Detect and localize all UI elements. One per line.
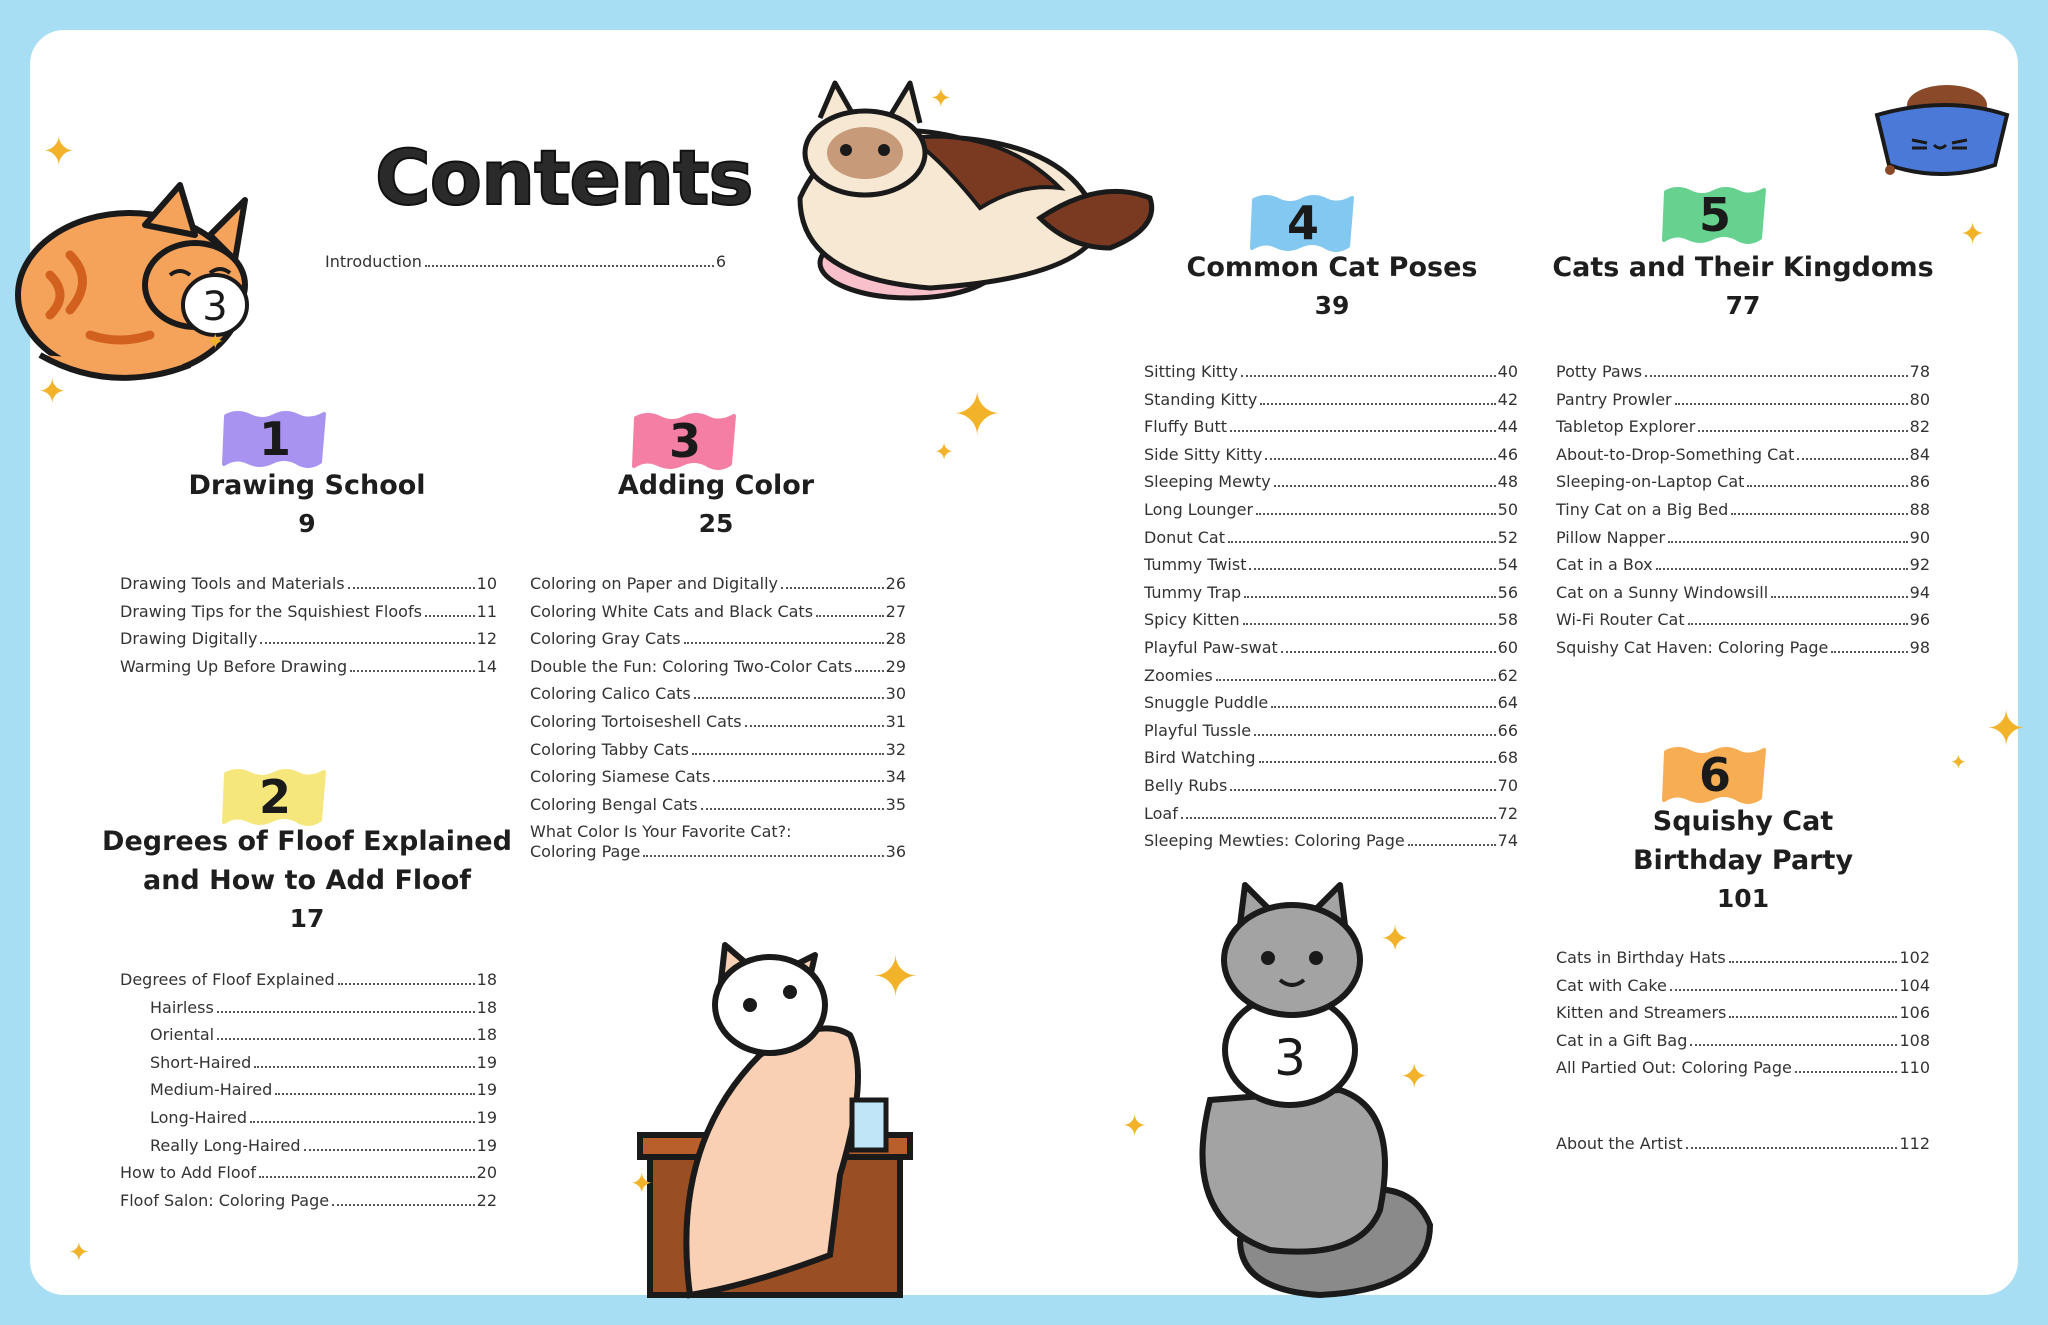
entry-label: Warming Up Before Drawing [120, 656, 348, 676]
leader-dots [684, 642, 884, 644]
contents-page [30, 30, 2027, 1295]
entry-label: Medium-Haired [150, 1080, 273, 1100]
chapter-title: and How to Add Floof [142, 865, 471, 896]
entry-page: 102 [1899, 948, 1930, 967]
entry-page: 96 [1909, 610, 1930, 630]
chapter-start-page: 25 [698, 509, 734, 538]
entry-label: Tummy Twist [1144, 555, 1247, 575]
leader-dots [745, 725, 884, 727]
toc-entry [1144, 417, 1518, 437]
entry-page: 52 [1497, 527, 1518, 547]
leader-dots [259, 1176, 475, 1178]
entry-page: 62 [1497, 665, 1518, 685]
sparkle-icon: ✦ [68, 1238, 90, 1268]
leader-dots [701, 808, 884, 810]
leader-dots [1698, 430, 1907, 432]
toc-entry [530, 767, 906, 787]
intro-entry [325, 252, 726, 272]
leader-dots [1797, 458, 1907, 460]
toc-entry [1556, 500, 1930, 520]
chapter-title: Birthday Party [1632, 845, 1854, 876]
entry-label: About the Artist [1556, 1134, 1683, 1153]
entry-label: Double the Fun: Coloring Two-Color Cats [530, 656, 853, 676]
leader-dots [1645, 375, 1908, 377]
toc-entry [1144, 721, 1518, 741]
entry-page: 74 [1497, 831, 1518, 851]
toc-entry [1556, 390, 1930, 410]
entry-page: 27 [885, 601, 906, 621]
entry-page: 10 [476, 574, 497, 593]
sparkle-icon: ✦ [630, 1167, 654, 1200]
entry-label: Playful Tussle [1144, 720, 1252, 740]
toc-entry [1144, 472, 1518, 492]
leader-dots [1281, 651, 1496, 653]
entry-page: 82 [1909, 417, 1930, 437]
chapter-start-page: 39 [1314, 291, 1350, 320]
entry-page: 50 [1497, 500, 1518, 519]
chapter-heading [466, 466, 966, 543]
entry-label: Cat in a Box [1556, 555, 1653, 575]
sparkle-icon: ✦ [206, 330, 225, 355]
entry-label: Belly Rubs [1144, 776, 1228, 795]
toc-entry [530, 657, 906, 677]
leader-dots [1668, 541, 1908, 543]
entry-label: Short-Haired [150, 1052, 252, 1072]
entry-label: Cat in a Gift Bag [1556, 1030, 1688, 1050]
toc-entry [1144, 831, 1518, 851]
toc-entry [1556, 948, 1930, 968]
entry-label: Tabletop Explorer [1556, 417, 1696, 437]
entry-page: 12 [476, 629, 497, 649]
toc-entry [1144, 390, 1518, 410]
entry-label: Long-Haired [150, 1108, 247, 1127]
toc-entry [530, 602, 906, 622]
entry-label: Standing Kitty [1144, 389, 1258, 409]
entry-label: Really Long-Haired [150, 1135, 301, 1155]
entry-label: Coloring on Paper and Digitally [530, 574, 779, 593]
leader-dots [1675, 403, 1908, 405]
leader-dots [1241, 375, 1496, 377]
leader-dots [1690, 1044, 1897, 1046]
leader-dots [217, 1011, 475, 1013]
chapter-title: Squishy Cat [1652, 806, 1834, 837]
toc-entry [120, 602, 497, 622]
leader-dots [1274, 485, 1496, 487]
entry-page: 56 [1497, 582, 1518, 602]
entry-page: 19 [476, 1052, 497, 1072]
chapter-number: 2 [258, 770, 291, 824]
leader-dots [816, 615, 884, 617]
leader-dots [217, 1038, 475, 1040]
toc-entry [150, 1136, 497, 1156]
leader-dots [1265, 458, 1495, 460]
leader-dots [1254, 734, 1496, 736]
entry-page: 46 [1497, 444, 1518, 464]
leader-dots [692, 753, 884, 755]
entry-label: Squishy Cat Haven: Coloring Page [1556, 638, 1829, 657]
entry-page: 20 [476, 1163, 497, 1183]
entry-page: 68 [1497, 748, 1518, 768]
toc-entry [150, 1025, 497, 1045]
toc-entry [1556, 583, 1930, 603]
entry-label: Coloring Calico Cats [530, 684, 691, 704]
toc-entry [150, 998, 497, 1018]
entry-page: 34 [885, 767, 906, 787]
entry-label: Fluffy Butt [1144, 417, 1228, 437]
entry-page: 26 [885, 574, 906, 593]
chapter-title: Cats and Their Kingdoms [1552, 252, 1934, 283]
entry-page: 78 [1909, 362, 1930, 381]
toc-entry [530, 574, 906, 594]
leader-dots [1656, 568, 1908, 570]
chapter-number: 5 [1698, 188, 1731, 242]
toc-entry [150, 1080, 497, 1100]
entry-page: 48 [1497, 472, 1518, 492]
chapter-number: 3 [668, 414, 701, 468]
sparkle-icon: ✦ [1960, 217, 1986, 252]
chapter-number-ribbon [1660, 742, 1770, 808]
chapter-title: Drawing School [188, 470, 426, 501]
entry-label: How to Add Floof [120, 1163, 257, 1183]
leader-dots [1731, 513, 1907, 515]
entry-page: 18 [476, 970, 497, 989]
toc-entry [1556, 976, 1930, 996]
entry-page: 90 [1909, 527, 1930, 547]
entry-label: Bird Watching [1144, 748, 1256, 768]
toc-entry [1144, 528, 1518, 548]
entry-page: 84 [1909, 444, 1930, 464]
entry-label: Tummy Trap [1144, 582, 1242, 602]
leader-dots [1259, 761, 1496, 763]
sparkle-icon: ✦ [38, 372, 67, 412]
entry-page: 14 [476, 656, 497, 676]
orange-tabby-cat-illustration [10, 165, 260, 390]
entry-label: Pantry Prowler [1556, 389, 1672, 409]
entry-page: 66 [1497, 720, 1518, 740]
entry-page: 98 [1909, 638, 1930, 657]
entry-label: Floof Salon: Coloring Page [120, 1190, 330, 1210]
toc-entry [120, 629, 497, 649]
entry-page: 86 [1909, 472, 1930, 492]
toc-entry [1556, 555, 1930, 575]
entry-label: Drawing Tips for the Squishiest Floofs [120, 601, 422, 621]
sparkle-icon: ✦ [1380, 919, 1411, 960]
entry-label: Cat with Cake [1556, 975, 1667, 995]
leader-dots [1244, 596, 1495, 598]
entry-page: 104 [1899, 975, 1930, 995]
leader-dots [1249, 568, 1495, 570]
entry-label: Coloring Tortoiseshell Cats [530, 712, 742, 731]
entry-page: 36 [885, 842, 906, 862]
chapter-number-ribbon [1248, 190, 1358, 256]
toc-entry [120, 1191, 497, 1211]
leader-dots [275, 1093, 474, 1095]
leader-dots [425, 265, 714, 267]
toc-entry [1556, 610, 1930, 630]
chapter-title: Degrees of Floof Explained [102, 826, 512, 857]
toc-entry [1144, 610, 1518, 630]
toc-entry [530, 795, 906, 815]
entry-page: 31 [885, 712, 906, 731]
entry-label: Side Sitty Kitty [1144, 444, 1263, 464]
leader-dots [1670, 989, 1898, 991]
leader-dots [1243, 623, 1496, 625]
entry-label: Hairless [150, 997, 214, 1017]
entry-page: 19 [476, 1135, 497, 1155]
entry-label: Coloring Bengal Cats [530, 794, 698, 814]
chapter-number-ribbon [630, 408, 740, 474]
toc-entry [1144, 555, 1518, 575]
entry-label: Spicy Kitten [1144, 610, 1240, 630]
entry-page: 110 [1899, 1058, 1930, 1078]
entry-page: 11 [476, 601, 497, 621]
entry-label: Long Lounger [1144, 500, 1254, 519]
entry-page: 92 [1909, 555, 1930, 575]
sparkle-icon: ✦ [1950, 750, 1967, 774]
toc-entry [1556, 362, 1930, 382]
leader-dots [254, 1066, 474, 1068]
entry-label: Tiny Cat on a Big Bed [1556, 500, 1729, 519]
chapter-start-page: 17 [289, 904, 325, 933]
entry-label: All Partied Out: Coloring Page [1556, 1058, 1792, 1078]
toc-entry [530, 712, 906, 732]
chapter-heading [1493, 248, 1993, 325]
entry-page: 29 [885, 656, 906, 676]
toc-entry [530, 629, 906, 649]
entry-label: Zoomies [1144, 665, 1213, 685]
sparkle-icon: ✦ [872, 945, 919, 1010]
entry-page: 60 [1497, 638, 1518, 657]
leader-dots [1230, 789, 1495, 791]
toc-entry [1556, 1058, 1930, 1078]
sparkle-icon: ✦ [42, 129, 76, 175]
entry-label: Kitten and Streamers [1556, 1003, 1727, 1023]
toc-entry [1556, 528, 1930, 548]
toc-entry [530, 822, 906, 842]
toc-entry [1144, 804, 1518, 824]
sparkle-icon: ✦ [1986, 701, 2027, 757]
entry-page: 19 [476, 1080, 497, 1100]
entry-label: Coloring Page [530, 842, 641, 862]
leader-dots [425, 615, 475, 617]
entry-page: 40 [1497, 362, 1518, 381]
entry-page: 44 [1497, 417, 1518, 437]
entry-label: Playful Paw-swat [1144, 638, 1278, 657]
entry-page: 58 [1497, 610, 1518, 630]
entry-page: 94 [1909, 582, 1930, 602]
entry-label: About-to-Drop-Something Cat [1556, 444, 1795, 464]
chapter-start-page: 9 [298, 509, 316, 538]
entry-label: Sleeping-on-Laptop Cat [1556, 472, 1745, 492]
toc-entry [1144, 362, 1518, 382]
entry-page: 6 [715, 252, 726, 271]
leader-dots [855, 670, 883, 672]
leader-dots [643, 855, 883, 857]
chapter-number: 4 [1286, 196, 1319, 250]
toc-entry [1556, 445, 1930, 465]
entry-page: 19 [476, 1108, 497, 1127]
leader-dots [1729, 961, 1898, 963]
entry-label: Pillow Napper [1556, 527, 1666, 547]
entry-label: Potty Paws [1556, 362, 1643, 381]
toc-entry [1144, 776, 1518, 796]
leader-dots [1216, 679, 1496, 681]
entry-page: 72 [1497, 803, 1518, 823]
leader-dots [1795, 1071, 1898, 1073]
leader-dots [1181, 817, 1496, 819]
sparkle-icon: ✦ [1122, 1109, 1148, 1144]
chapter-number-ribbon [1660, 182, 1770, 248]
toc-entry [120, 657, 497, 677]
entry-page: 88 [1909, 500, 1930, 519]
entry-label: Donut Cat [1144, 527, 1225, 547]
toc-entry [530, 740, 906, 760]
chapter-title: Adding Color [617, 470, 815, 501]
entry-page: 35 [885, 794, 906, 814]
leader-dots [338, 983, 475, 985]
leader-dots [1729, 1016, 1897, 1018]
toc-entry [120, 1163, 497, 1183]
entry-page: 64 [1497, 693, 1518, 713]
leader-dots [304, 1149, 475, 1151]
svg-text:3: 3 [202, 284, 228, 330]
entry-page: 106 [1899, 1003, 1930, 1023]
leader-dots [1688, 623, 1908, 625]
chapter-number-ribbon [220, 406, 330, 472]
leader-dots [348, 587, 475, 589]
entry-label: Coloring Gray Cats [530, 629, 681, 649]
page-title: Contents [375, 133, 753, 222]
toc-entry [1556, 1031, 1930, 1051]
entry-page: 54 [1497, 555, 1518, 575]
toc-entry [1144, 583, 1518, 603]
toc-entry [1144, 666, 1518, 686]
toc-entry [1556, 472, 1930, 492]
toc-entry [530, 842, 906, 862]
entry-page: 28 [885, 629, 906, 649]
toc-entry [150, 1053, 497, 1073]
toc-entry [120, 574, 497, 594]
entry-page: 18 [476, 997, 497, 1017]
toc-entry [1144, 748, 1518, 768]
leader-dots [1228, 541, 1496, 543]
leader-dots [1260, 403, 1495, 405]
entry-label: Sleeping Mewty [1144, 472, 1271, 492]
chapter-title: Common Cat Poses [1186, 252, 1478, 283]
entry-label: Coloring Tabby Cats [530, 739, 689, 759]
entry-page: 18 [476, 1025, 497, 1045]
toc-entry [150, 1108, 497, 1128]
entry-page: 80 [1909, 389, 1930, 409]
toc-entry [530, 684, 906, 704]
entry-label: Sitting Kitty [1144, 362, 1238, 381]
leader-dots [1747, 485, 1907, 487]
food-bowl-illustration [1872, 70, 2012, 180]
chapter-start-page: 77 [1725, 291, 1761, 320]
leader-dots [713, 780, 883, 782]
entry-label: Degrees of Floof Explained [120, 970, 335, 989]
entry-label: Drawing Digitally [120, 629, 258, 649]
toc-entry [1144, 638, 1518, 658]
toc-entry [1144, 445, 1518, 465]
chapter-number: 1 [258, 412, 291, 466]
leader-dots [1771, 596, 1908, 598]
entry-label: Wi-Fi Router Cat [1556, 610, 1685, 630]
toc-entry [1556, 638, 1930, 658]
entry-page: 70 [1497, 776, 1518, 795]
toc-entry [1144, 500, 1518, 520]
leader-dots [250, 1121, 475, 1123]
entry-label: Snuggle Puddle [1144, 693, 1269, 713]
toc-entry [1144, 693, 1518, 713]
entry-label: Sleeping Mewties: Coloring Page [1144, 831, 1405, 851]
leader-dots [1230, 430, 1496, 432]
sparkle-icon: ✦ [930, 84, 952, 114]
chapter-heading [1493, 802, 1993, 918]
chapter-start-page: 101 [1716, 884, 1770, 913]
leader-dots [781, 587, 884, 589]
leader-dots [332, 1204, 475, 1206]
leader-dots [1271, 706, 1495, 708]
entry-label: Cats in Birthday Hats [1556, 948, 1726, 967]
entry-page: 22 [476, 1190, 497, 1210]
leader-dots [694, 697, 884, 699]
sparkle-icon: ✦ [952, 380, 1003, 450]
chapter-number-ribbon [220, 764, 330, 830]
entry-label: What Color Is Your Favorite Cat?: [530, 822, 792, 842]
entry-page: 108 [1899, 1030, 1930, 1050]
entry-label: Loaf [1144, 803, 1178, 823]
leader-dots [1256, 513, 1496, 515]
toc-entry [1556, 417, 1930, 437]
sparkle-icon: ✦ [934, 438, 955, 466]
leader-dots [350, 670, 474, 672]
svg-text:3: 3 [1274, 1029, 1306, 1087]
entry-page: 32 [885, 739, 906, 759]
leader-dots [1831, 651, 1907, 653]
entry-page: 112 [1899, 1134, 1930, 1153]
toc-entry [1556, 1003, 1930, 1023]
chapter-heading [57, 822, 557, 938]
entry-label: Coloring Siamese Cats [530, 767, 711, 787]
toc-entry [120, 970, 497, 990]
leader-dots [1408, 844, 1496, 846]
chapter-number: 6 [1698, 748, 1731, 802]
entry-page: 42 [1497, 389, 1518, 409]
entry-label: Introduction [325, 252, 422, 271]
entry-label: Oriental [150, 1025, 215, 1045]
entry-page: 30 [885, 684, 906, 704]
leader-dots [260, 642, 474, 644]
toc-entry [1556, 1134, 1930, 1154]
leader-dots [1686, 1147, 1898, 1149]
sparkle-icon: ✦ [1400, 1057, 1429, 1097]
entry-label: Coloring White Cats and Black Cats [530, 601, 814, 621]
entry-label: Drawing Tools and Materials [120, 574, 345, 593]
entry-label: Cat on a Sunny Windowsill [1556, 582, 1769, 602]
